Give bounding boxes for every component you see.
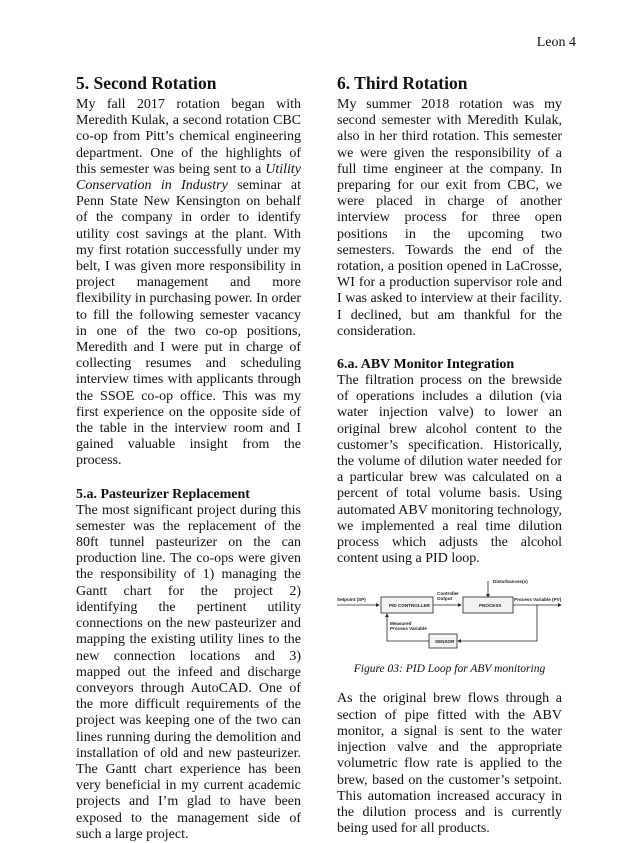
setpoint-label: Setpoint (SP) [337,597,366,603]
right-column [337,72,562,837]
section6a-paragraph: The filtration process on the brewside of operations includes a dilution (via water injection valve) to lower an original brew alcohol content to the customer’s specification. Historically, the volume of dilution water needed for a particular brew was calculated on a percent of total volume basis. Using automated ABV monitoring technology, we implemented a real time dilution process which adjusts the alcohol content using a PID loop. [337,373,562,567]
section6-paragraph: My summer 2018 rotation was my second semester with Meredith Kulak, also in her third rotation. This semester we were given the responsibility of a full time engineer at the company. In preparing for our exit from CBC, we were placed in charge of another interview process for three open positions in the upcoming two semesters. Towards the end of the rotation, a position opened in LaCrosse, WI for a production supervisor role and I was asked to interview at their facility. I declined, but am thankful for the consideration. [337,97,562,339]
section5-title: 5. Second Rotation [76,73,217,93]
controller-output-label-2: Output [437,596,453,602]
seminar-title: Utility Conservation in Industry [76,161,301,194]
page-header: Leon 4 [536,35,576,50]
section5a-title: 5.a. Pasteurizer Replacement [76,486,250,502]
pid-loop-svg [337,575,562,657]
section6a-title: 6.a. ABV Monitor Integration [337,357,515,373]
section5-text-b: seminar at Penn State New Kensington on behalf of the company in order to identify utility cost savings at the plant. With my first rotation successfully under my belt, I was given more responsibility in project management and more flexibility in purchasing power. In order to fill the following semester vacancy in one of the two co-op positions, Meredith and I were put in charge of collecting resumes and scheduling interview times with applicants through the SSOE co-op office. This was my first experience on the opposite side of the table in the interview room and I gained valuable insight from the process. [76,178,302,469]
pid-loop-diagram [337,575,562,657]
process-label: PROCESS [479,603,502,609]
left-column [76,72,301,843]
pid-controller-label: PID CONTROLLER [389,603,430,609]
section6-title: 6. Third Rotation [337,73,468,93]
section5a-paragraph: The most significant project during this semester was the replacement of the 80ft tunnel pasteurizer on the can production line. The co-ops were given the responsibility of 1) managing the Gantt chart for the project 2) identifying the pertinent utility connections on the new pasteurizer and mapping the existing utility lines to the new connection locations and 3) mapped out the infeed and discharge conveyors through AutoCAD. One of the more difficult requirements of the project was keeping one of the two can lines running during the demolition and installation of old and new pasteurizer. The Gantt chart experience has been very beneficial in my current academic projects and I’m glad to have been exposed to the management side of such a large project. [76,502,301,842]
section5-text-a: My fall 2017 rotation began with Meredith Kulak, a second rotation CBC co-op from Pitt’s chemical engineering department. One of the highlights of this semester was being sent to a [76,97,301,177]
process-variable-label: Process Variable (PV) [514,597,562,603]
figure-caption: Figure 03: PID Loop for ABV monitoring [353,663,546,676]
section5-paragraph [76,97,301,470]
controller-output-label-1: Controller [437,591,459,597]
disturbance-label: Disturbances(s) [493,579,528,585]
sensor-label: SENSOR [435,639,455,645]
measured-label-2: Process Variable [390,626,427,632]
measured-label-1: Measured [390,621,412,627]
section6a-paragraph-2: As the original brew flows through a section of pipe fitted with the ABV monitor, a signal is sent to the water injection valve and the appropriate volumetric flow rate is applied to the brew, based on the customer’s setpoint. This automation increased accuracy in the dilution process and is currently being used for all products. [337,691,562,837]
